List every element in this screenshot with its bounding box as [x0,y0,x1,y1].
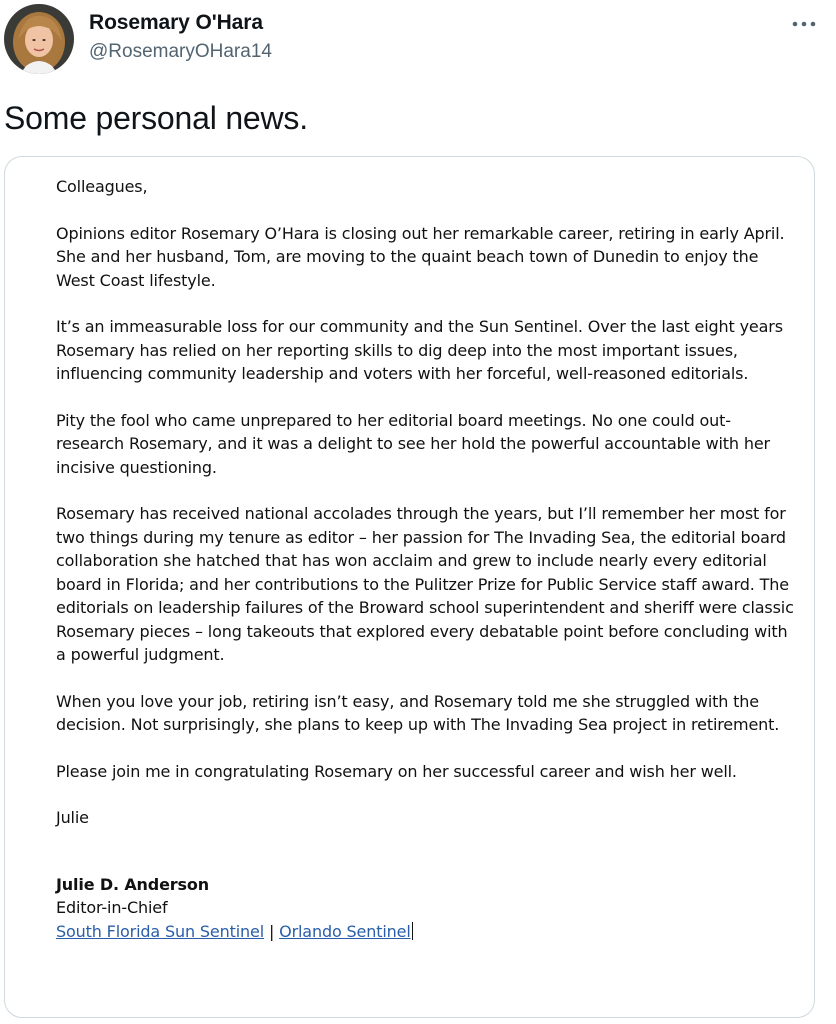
memo-closing: Julie [56,808,89,827]
memo-paragraph: It’s an immeasurable loss for our community and the Sun Sentinel. Over the last eight years Rosemary has relied on her reporting skills to dig deep into the most important issues, influencing community leadership and voters with her forceful, well-reasoned editorials. [56,317,783,383]
link-separator: | [268,921,275,941]
signature-title: Editor-in-Chief [56,898,168,917]
memo-paragraph: Pity the fool who came unprepared to her editorial board meetings. No one could out-research Rosemary, and it was a delight to see her hold the powerful accountable with her incisive questioning. [56,410,770,477]
text-cursor [412,922,413,940]
memo-paragraph: Opinions editor Rosemary O’Hara is closing out her remarkable career, retiring in early April. She and her husband, Tom, are moving to the quaint beach town of Dunedin to enjoy the West Coast lifestyle. [56,223,785,290]
display-name[interactable]: Rosemary O'Hara [89,11,263,34]
tweet-text: Some personal news. [4,100,308,136]
more-horizontal-icon[interactable] [788,12,820,36]
memo-document [56,175,796,943]
signature-block [56,873,796,944]
signature-links [56,920,796,944]
memo-paragraph: Please join me in congratulating Rosemary on her successful career and wish her well. [56,761,737,781]
sun-sentinel-link[interactable]: South Florida Sun Sentinel [56,921,265,941]
avatar-photo [4,4,74,74]
orlando-sentinel-link[interactable]: Orlando Sentinel [279,921,411,941]
signature-name: Julie D. Anderson [56,874,209,894]
attached-image-card[interactable] [4,156,815,1018]
memo-paragraph: When you love your job, retiring isn’t easy, and Rosemary told me she struggled with the decision. Not surprisingly, she plans to keep up with The Invading Sea project in retirement. [56,691,780,734]
avatar[interactable] [4,4,74,74]
user-handle[interactable]: @RosemaryOHara14 [89,41,272,62]
memo-salutation: Colleagues, [56,177,148,196]
memo-paragraph: Rosemary has received national accolades through the years, but I’ll remember her most for two things during my tenure as editor – her passion for The Invading Sea, the editorial board collaboration she hatched that has won acclaim and grew to include nearly every editorial board in Florida; and her contributions to the Pulitzer Prize for Public Service staff award. The editorials on leadership failures of the Broward school superintendent and sheriff were classic Rosemary pieces – long takeouts that explored every debatable point before concluding with a powerful judgment. [56,504,794,664]
